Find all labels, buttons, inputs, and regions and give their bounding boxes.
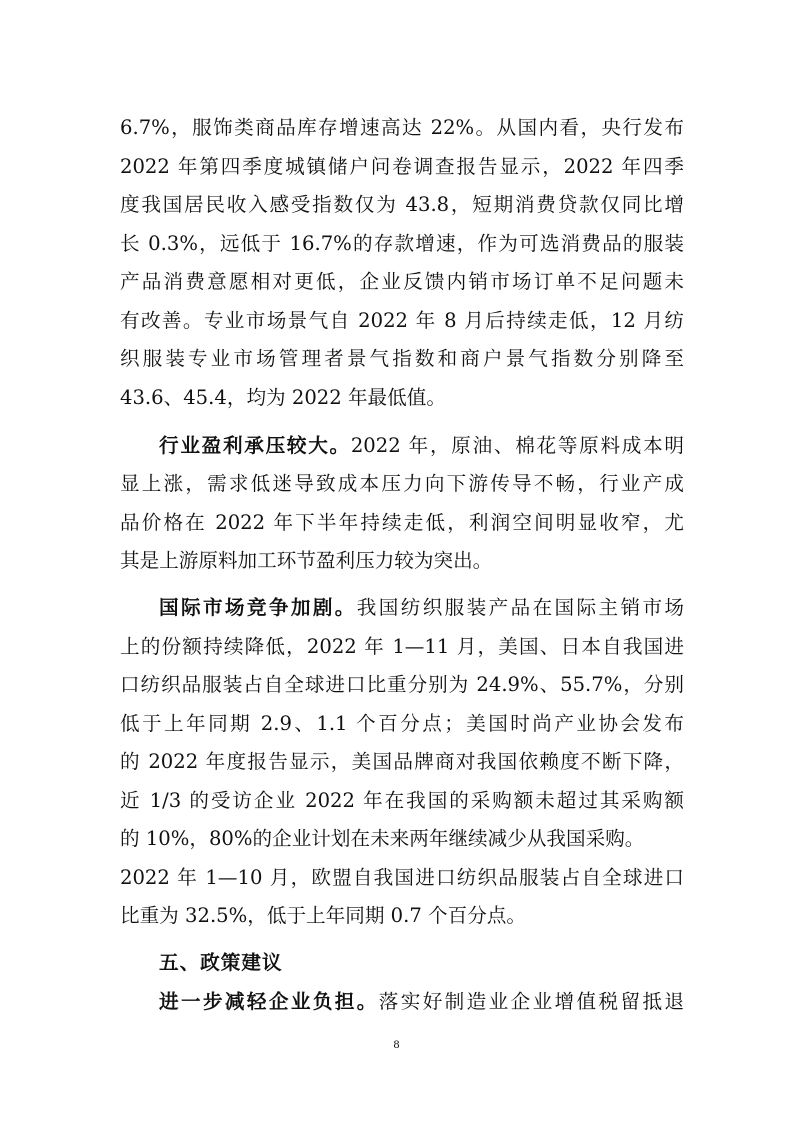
text-line: 低于上年同期 2.9、1.1 个百分点；美国时尚产业协会发布 [120, 712, 684, 735]
text-line: 有改善。专业市场景气自 2022 年 8 月后持续走低，12 月纺 [120, 309, 684, 332]
text-line: 品价格在 2022 年下半年持续走低，利润空间明显收窄，尤 [120, 511, 684, 534]
text-line: 的 10%，80%的企业计划在未来两年继续减少从我国采购。 [120, 827, 645, 850]
text-line: 口纺织品服装占自全球进口比重分别为 24.9%、55.7%，分别 [120, 673, 684, 696]
paragraph-lead-heading: 进一步减轻企业负担。 [159, 990, 379, 1013]
text-line: 显上涨，需求低迷导致成本压力向下游传导不畅，行业产成 [120, 472, 684, 495]
paragraph-lead-heading: 国际市场竞争加剧。 [159, 596, 357, 619]
text-line: 2022 年 1—10 月，欧盟自我国进口纺织品服装占自全球进口 [120, 866, 684, 889]
text-line: 6.7%，服饰类商品库存增速高达 22%。从国内看，央行发布 [120, 116, 684, 139]
text-line-first [159, 431, 684, 461]
text-line: 其是上游原料加工环节盈利压力较为突出。 [120, 549, 493, 572]
text-line: 长 0.3%，远低于 16.7%的存款增速，作为可选消费品的服装 [120, 232, 684, 255]
text-line: 近 1/3 的受访企业 2022 年在我国的采购额未超过其采购额 [120, 789, 684, 812]
text-line: 度我国居民收入感受指数仅为 43.8，短期消费贷款仅同比增 [120, 193, 684, 216]
text-line: 的 2022 年度报告显示，美国品牌商对我国依赖度不断下降， [120, 750, 684, 773]
text-span: 我国纺织服装产品在国际主销市场 [356, 596, 685, 619]
text-span: 落实好制造业企业增值税留抵退 [378, 990, 685, 1013]
text-line: 2022 年第四季度城镇储户问卷调查报告显示，2022 年四季 [120, 155, 684, 178]
page-number: 8 [393, 1037, 400, 1051]
section-heading: 五、政策建议 [159, 951, 283, 974]
text-line: 产品消费意愿相对更低，企业反馈内销市场订单不足问题未 [120, 270, 684, 293]
text-span: 2022 年，原油、棉花等原料成本明 [350, 434, 685, 457]
text-line: 比重为 32.5%，低于上年同期 0.7 个百分点。 [120, 904, 526, 927]
paragraph-lead-heading: 行业盈利承压较大。 [159, 434, 351, 457]
text-line-first [159, 593, 684, 623]
text-line: 上的份额持续降低，2022 年 1—11 月，美国、日本自我国进 [120, 635, 684, 658]
text-line-first [159, 987, 684, 1017]
text-line: 织服装专业市场管理者景气指数和商户景气指数分别降至 [120, 347, 684, 370]
text-line: 43.6、45.4，均为 2022 年最低值。 [120, 386, 446, 409]
